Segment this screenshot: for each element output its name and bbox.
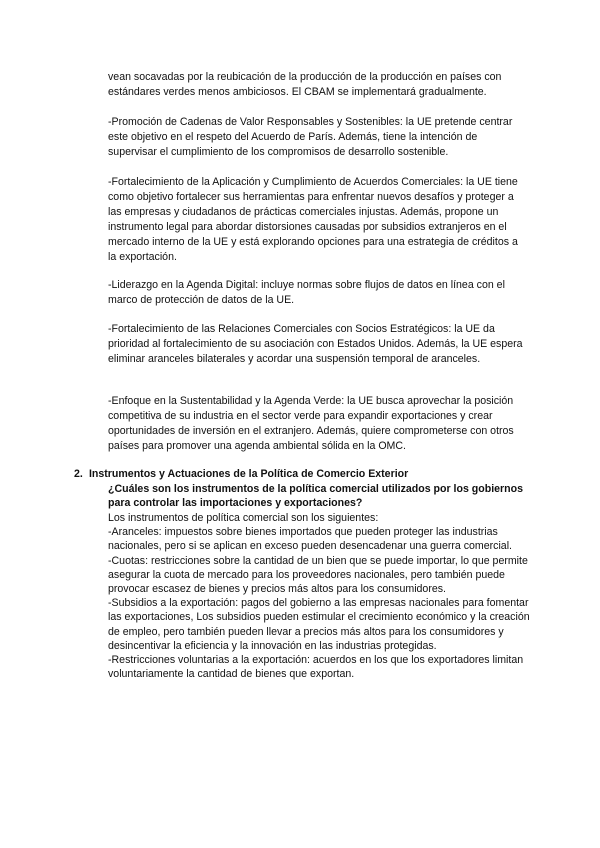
list-item-restricciones: -Restricciones voluntarias a la exportación: acuerdos en los que los exportadores limitan voluntariamente la cantidad de bienes que exportan. <box>108 654 524 681</box>
paragraph-green-agenda: -Enfoque en la Sustentabilidad y la Agenda Verde: la UE busca aprovechar la posición competitiva de su industria en el sector verde para expandir exportaciones y crear oportunidades de inversión en el extranjero. Además, quiere comprometerse con otros países para promover una agenda ambiental sólida en la OMC. <box>108 395 514 452</box>
section-title: Instrumentos y Actuaciones de la Política de Comercio Exterior <box>88 468 409 480</box>
section-number: 2. <box>74 468 83 480</box>
section-intro: Los instrumentos de política comercial son los siguientes: <box>108 512 379 524</box>
list-item-subsidios: -Subsidios a la exportación: pagos del gobierno a las empresas nacionales para fomentar las exportaciones, Los subsidios pueden estimular el crecimiento económico y la creación de empleo, pero también pueden llevar a precios más altos para los consumidores y desincentivar la eficiencia y la innovación en las industrias protegidas. <box>108 597 530 652</box>
paragraph-value-chains: -Promoción de Cadenas de Valor Responsables y Sostenibles: la UE pretende centrar este objetivo en el respeto del Acuerdo de París. Además, tiene la intención de supervisar el cumplimiento de los compromisos de desarrollo sostenible. <box>108 116 513 158</box>
paragraph-strategic-partners: -Fortalecimiento de las Relaciones Comerciales con Socios Estratégicos: la UE da prioridad al fortalecimiento de su asociación con Estados Unidos. Además, la UE espera eliminar aranceles bilaterales y acordar una suspensión temporal de aranceles. <box>108 323 523 365</box>
section-body <box>108 511 533 681</box>
paragraph-enforcement: -Fortalecimiento de la Aplicación y Cumplimiento de Acuerdos Comerciales: la UE tiene como objetivo fortalecer sus herramientas para enfrentar nuevos desafíos y proteger a las empresas y ciudadanos de prácticas comerciales injustas. Además, propone un instrumento legal para abordar distorsiones causadas por subsidios extranjeros en el mercado interno de la UE y está explorando opciones para una estrategia de créditos a la exportación. <box>108 176 518 263</box>
paragraph-digital-agenda: -Liderazgo en la Agenda Digital: incluye normas sobre flujos de datos en línea con el marco de protección de datos de la UE. <box>108 279 505 306</box>
list-item-cuotas: -Cuotas: restricciones sobre la cantidad de un bien que se puede importar, lo que permite asegurar la cuota de mercado para los proveedores nacionales, pero también puede provocar escasez de bienes y precios más altos para los consumidores. <box>108 554 528 596</box>
list-item-aranceles: -Aranceles: impuestos sobre bienes importados que pueden proteger las industrias nacionales, pero si se aplican en exceso pueden desencadenar una guerra comercial. <box>108 526 513 553</box>
section-question: ¿Cuáles son los instrumentos de la política comercial utilizados por los gobiernos para controlar las importaciones y exportaciones? <box>108 483 524 509</box>
paragraph-cbam: vean socavadas por la reubicación de la producción de la producción en países con estándares verdes menos ambiciosos. El CBAM se implementará gradualmente. <box>108 71 502 98</box>
section-heading <box>74 467 534 482</box>
